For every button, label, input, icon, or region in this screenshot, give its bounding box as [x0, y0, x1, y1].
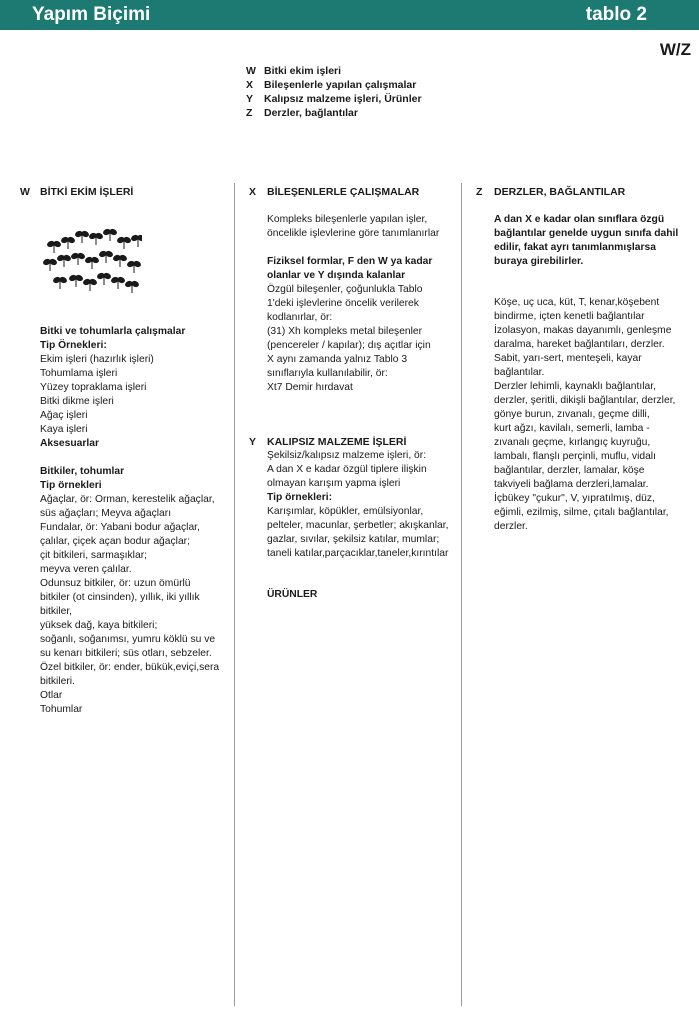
legend-text: Kalıpsız malzeme işleri, Ürünler — [264, 93, 422, 105]
legend-item — [246, 64, 422, 78]
text-line: Karışımlar, köpükler, emülsiyonlar, — [267, 506, 424, 517]
text-line: Yüzey topraklama işleri — [40, 382, 147, 393]
plant-sprouts-icon — [42, 219, 142, 295]
column-z-text — [494, 296, 675, 534]
text-line: 1'deki işlevlerine öncelik verilerek — [267, 298, 419, 309]
text-line: A dan X e kadar olan sınıflara özgü — [494, 214, 665, 225]
text-line: bitkileri. — [40, 676, 75, 687]
text-line: Tip örnekleri — [40, 480, 102, 491]
text-line: pelteler, macunlar, şerbetler; akışkanlar, — [267, 520, 449, 531]
legend-list — [246, 64, 422, 120]
text-line: lambalı, flanşlı perçinli, muflu, vidalı — [494, 451, 656, 462]
column-title: BİLEŞENLERLE ÇALIŞMALAR — [267, 186, 420, 198]
text-line: X aynı zamanda yalnız Tablo 3 — [267, 354, 408, 365]
text-line: bitkiler (ot cinsinden), yıllık, iki yıllık — [40, 592, 200, 603]
column-title: KALIPSIZ MALZEME İŞLERİ — [267, 436, 407, 448]
table-label: tablo 2 — [585, 4, 647, 25]
column-letter: X — [249, 186, 257, 198]
text-line: Fundalar, ör: Yabani bodur ağaçlar, — [40, 522, 200, 533]
text-line — [267, 241, 439, 255]
text-line: Bitkiler, tohumlar — [40, 466, 125, 477]
text-line: bağlantılar, derzler, lamalar, köşe — [494, 465, 645, 476]
text-line: meyva veren çalılar. — [40, 564, 132, 575]
text-line: Tip örnekleri: — [267, 492, 333, 503]
column-letter: Z — [476, 186, 483, 198]
text-line: Aksesuarlar — [40, 438, 99, 449]
text-line: bindirme, içten kenetli bağlantılar — [494, 311, 645, 322]
legend-item — [246, 92, 422, 106]
text-line: sınıflarıyla kullanılabilir, ör: — [267, 368, 388, 379]
text-line: kodlanırlar, ör: — [267, 312, 333, 323]
page-header — [0, 0, 699, 30]
text-line: zıvanalı geçme, kırlangıç kuyruğu, — [494, 437, 651, 448]
column-x — [234, 183, 461, 1006]
text-line: Derzler lehimli, kaynaklı bağlantılar, — [494, 381, 656, 392]
text-line: su kenarı bitkileri; süs otları, sebzeler. — [40, 648, 212, 659]
text-line: Kaya işleri — [40, 424, 88, 435]
text-line: Özel bitkiler, ör: ender, bükük,eviçi,sera — [40, 662, 220, 673]
text-line: bitkiler, — [40, 606, 73, 617]
text-line: derzler, şeritli, dikişli bağlantılar, derzler, — [494, 395, 676, 406]
legend-letter: W — [246, 65, 256, 77]
text-line — [40, 451, 219, 465]
text-line: Ekim işleri (hazırlık işleri) — [40, 354, 154, 365]
text-line: Tohumlar — [40, 704, 83, 715]
text-line: Odunsuz bitkiler, ör: uzun ömürlü — [40, 578, 191, 589]
text-line: taneli katılar,parçacıklar,taneler,kırıntılar — [267, 548, 449, 559]
text-line: süs ağaçları; Meyva ağaçları — [40, 508, 172, 519]
text-line: çit bitkileri, sarmaşıklar; — [40, 550, 147, 561]
text-line: İçbükey "çukur", V, yıpratılmış, düz, — [494, 493, 655, 504]
text-line: Ağaç işleri — [40, 410, 88, 421]
column-title: DERZLER, BAĞLANTILAR — [494, 186, 626, 198]
column-z-intro — [494, 213, 678, 269]
legend-text: Bileşenlerle yapılan çalışmalar — [264, 79, 417, 91]
legend-letter: Y — [246, 93, 254, 105]
text-line: edilir, fakat ayrı tanımlanmışlarsa — [494, 242, 656, 253]
legend-item — [246, 106, 422, 120]
column-y-text — [267, 449, 448, 561]
text-line: eğimli, ezilmiş, silme, çıtalı bağlantılar, — [494, 507, 669, 518]
text-line: yüksek dağ, kaya bitkileri; — [40, 620, 158, 631]
text-line: daralma, hareket bağlantıları, derzler. — [494, 339, 665, 350]
text-line: A dan X e kadar özgül tiplere ilişkin — [267, 464, 427, 475]
text-line: (pencereler / kapılar); dış açıtlar için — [267, 340, 431, 351]
text-line: gönye burun, zıvanalı, geçme dilli, — [494, 409, 650, 420]
column-letter: W — [20, 186, 30, 198]
column-z — [461, 183, 698, 1006]
text-line: Köşe, uç uca, küt, T, kenar,köşebent — [494, 297, 660, 308]
text-line: Bitki ve tohumlarla çalışmalar — [40, 326, 186, 337]
text-line: Otlar — [40, 690, 63, 701]
text-line: bağlantılar genelde uygun sınıfa dahil — [494, 228, 679, 239]
text-line: çalılar, çiçek açan bodur ağaçlar; — [40, 536, 190, 547]
legend-text: Bitki ekim işleri — [264, 65, 342, 77]
page-title: Yapım Biçimi — [32, 4, 151, 25]
urunler-heading: ÜRÜNLER — [267, 589, 318, 600]
text-line: olanlar ve Y dışında kalanlar — [267, 270, 406, 281]
text-line: Fiziksel formlar, F den W ya kadar — [267, 256, 433, 267]
text-line: Tohumlama işleri — [40, 368, 118, 379]
text-line: bağlantılar. — [494, 367, 545, 378]
column-x-text — [267, 213, 439, 395]
column-w — [18, 183, 232, 1006]
text-line: (31) Xh kompleks metal bileşenler — [267, 326, 423, 337]
text-line: kurt ağzı, kavilalı, semerli, lamba - — [494, 423, 650, 434]
legend-letter: Z — [246, 107, 253, 119]
column-w-text — [40, 325, 219, 717]
text-line: Özgül bileşenler, çoğunlukla Tablo — [267, 284, 423, 295]
text-line: Bitki dikme işleri — [40, 396, 114, 407]
text-line: takviyeli bağlama derzleri,lamalar. — [494, 479, 649, 490]
class-code: W/Z — [659, 40, 691, 59]
legend-letter: X — [246, 79, 254, 91]
text-line: buraya girebilirler. — [494, 256, 584, 267]
text-line: gazlar, sıvılar, şekilsiz katılar, mumlar; — [267, 534, 440, 545]
column-title: BİTKİ EKİM İŞLERİ — [40, 186, 134, 198]
text-line: Ağaçlar, ör: Orman, kerestelik ağaçlar, — [40, 494, 215, 505]
text-line: Şekilsiz/kalıpsız malzeme işleri, ör: — [267, 450, 427, 461]
text-line: İzolasyon, makas dayanımlı, genleşme — [494, 325, 672, 336]
text-line: öncelikle işlevlerine göre tanımlanırlar — [267, 228, 440, 239]
text-line: soğanlı, soğanımsı, yumru köklü su ve — [40, 634, 216, 645]
text-line: derzler. — [494, 521, 528, 532]
column-letter: Y — [249, 436, 257, 448]
text-line: Sabit, yarı-sert, menteşeli, kayar — [494, 353, 642, 364]
text-line: Kompleks bileşenlerle yapılan işler, — [267, 214, 428, 225]
legend-text: Derzler, bağlantılar — [264, 107, 358, 119]
legend-item — [246, 78, 422, 92]
text-line: olmayan karışım yapma işleri — [267, 478, 401, 489]
text-line: Xt7 Demir hırdavat — [267, 382, 353, 393]
text-line: Tip Örnekleri: — [40, 340, 107, 351]
